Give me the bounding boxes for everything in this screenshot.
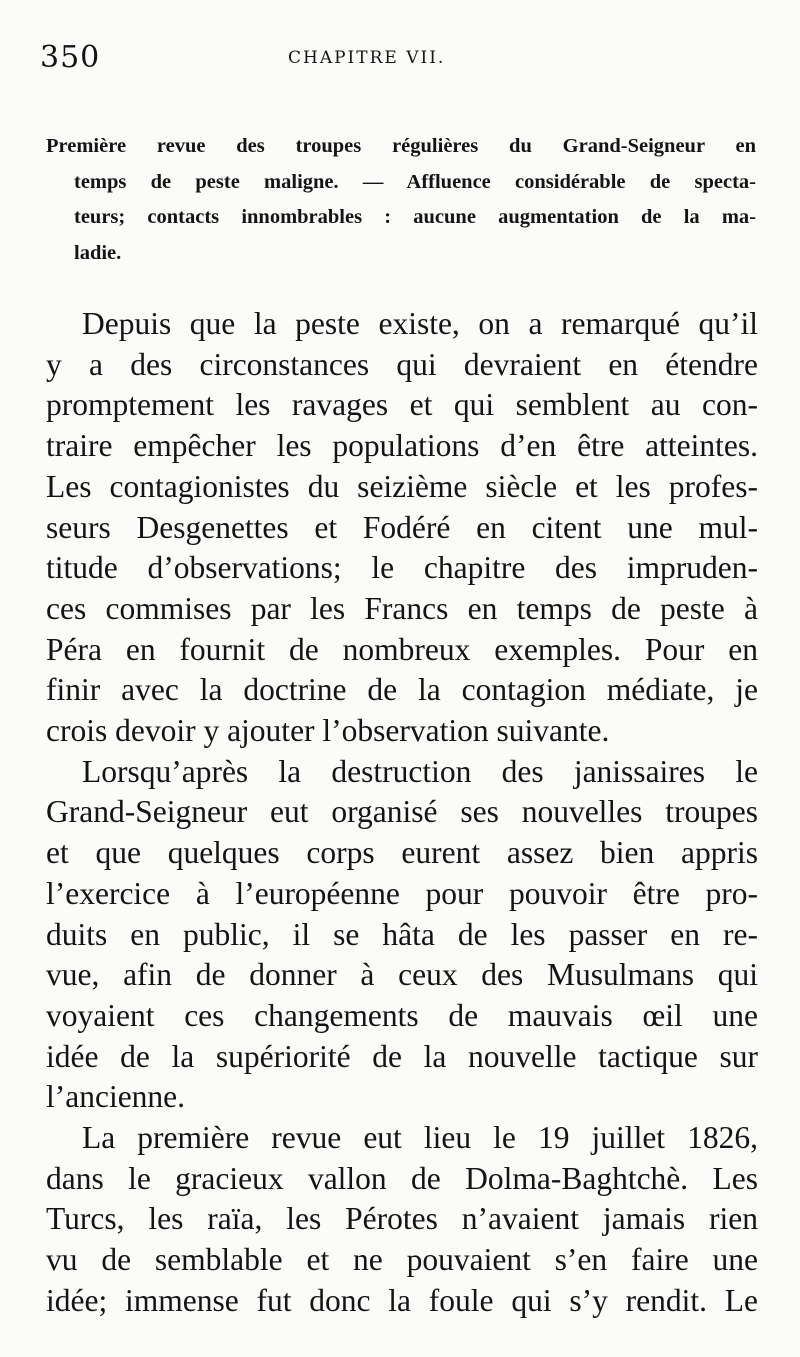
text-line: Turcs, les raïa, les Pérotes n’avaient jamais rien [46, 1201, 758, 1237]
text-line: idée; immense fut donc la foule qui s’y rendit. Le [46, 1282, 758, 1318]
summary-line: Première revue des troupes régulières du Grand-Seigneur en [46, 135, 756, 157]
text-line: promptement les ravages et qui semblent au con- [46, 387, 758, 423]
text-line: l’ancienne. [46, 1079, 186, 1115]
text-line: l’exercice à l’européenne pour pouvoir être pro- [46, 875, 758, 911]
page-number: 350 [40, 40, 101, 75]
text-line: Grand-Seigneur eut organisé ses nouvelles troupes [46, 794, 758, 830]
text-line: duits en public, il se hâta de les passer en re- [46, 916, 758, 952]
text-line: vue, afin de donner à ceux des Musulmans qui [46, 957, 758, 993]
text-line: Les contagionistes du seizième siècle et les profes- [46, 468, 758, 504]
text-line: traire empêcher les populations d’en être atteintes. [46, 428, 758, 464]
text-line: La première revue eut lieu le 19 juillet 1826, [82, 1120, 758, 1156]
text-line: dans le gracieux vallon de Dolma-Baghtchè. Les [46, 1160, 758, 1196]
text-line: crois devoir y ajouter l’observation suivante. [46, 713, 610, 749]
text-line: seurs Desgenettes et Fodéré en citent une mul- [46, 509, 758, 545]
summary-line: temps de peste maligne. — Affluence considérable de specta- [74, 170, 756, 193]
text-line: titude d’observations; le chapitre des impruden- [46, 550, 758, 586]
text-line: vu de semblable et ne pouvaient s’en faire une [46, 1242, 758, 1278]
summary-line: ladie. [74, 241, 122, 264]
summary-line: teurs; contacts innombrables : aucune augmentation de la ma- [74, 206, 756, 228]
text-line: voyaient ces changements de mauvais œil une [46, 997, 758, 1033]
text-line: et que quelques corps eurent assez bien appris [46, 835, 758, 871]
text-line: Lorsqu’après la destruction des janissaires le [82, 753, 758, 789]
text-line: y a des circonstances qui devraient en étendre [46, 346, 758, 382]
chapter-summary [46, 129, 756, 271]
running-head: CHAPITRE VII. [288, 48, 446, 68]
text-line: Péra en fournit de nombreux exemples. Pour en [46, 631, 758, 667]
text-line: ces commises par les Francs en temps de peste à [46, 590, 758, 626]
text-line: finir avec la doctrine de la contagion médiate, je [46, 672, 758, 708]
text-line: idée de la supériorité de la nouvelle tactique sur [46, 1038, 758, 1074]
body-text [46, 304, 758, 1322]
text-line: Depuis que la peste existe, on a remarqué qu’il [82, 306, 758, 341]
